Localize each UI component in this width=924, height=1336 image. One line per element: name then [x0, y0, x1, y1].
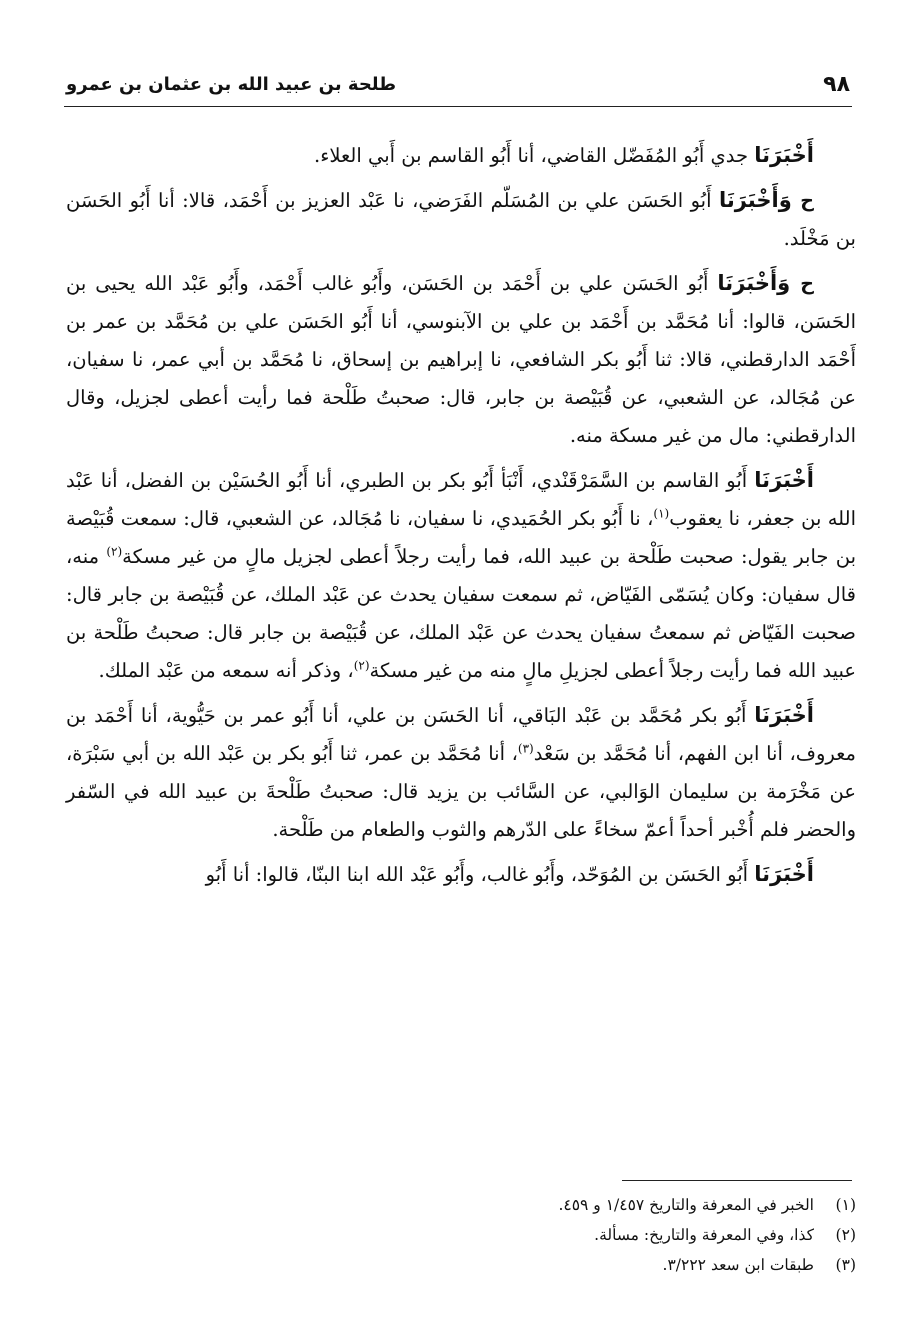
footnote-text: الخبر في المعرفة والتاريخ ١/٤٥٧ و ٤٥٩. — [558, 1196, 814, 1214]
akhbarana-lead: وَأَخْبَرَنَا — [718, 188, 801, 212]
footnote-number: (٣) — [835, 1256, 856, 1274]
footnote-item — [66, 1220, 856, 1250]
header-rule — [64, 106, 852, 107]
akhbarana-lead: أَخْبَرَنَا — [754, 143, 814, 167]
page-number: ٩٨ — [823, 72, 850, 97]
paragraph-text: ، أنا مُحَمَّد بن عمر، ثنا أَبُو بكر بن عَبْد الله بن أبي سَبْرَة، عن مَخْرَمة بن سليمان الوَالبي، عن السَّائب بن يزيد قال: صحبتُ طَلْحةَ بن عبيد الله في السّفر والحضر فلم أُخْبر أحداً أعمّ سخاءً على الدّرهم والثوب والطعام من طَلْحة. — [66, 742, 856, 841]
paragraph-1 — [66, 136, 856, 175]
paragraph-text: جدي أَبُو المُفَضّل القاضي، أنا أَبُو القاسم بن أَبي العلاء. — [314, 144, 755, 167]
paragraph-text: أَبُو القاسم بن السَّمَرْقَنْدي، أَنْبَأ أَبُو بكر بن الطبري، أنا أَبُو الحُسَيْن بن الفضل، أنا عَبْد الله بن جعفر، نا يعقوب — [66, 469, 856, 530]
footnote-item — [66, 1190, 856, 1220]
paragraph-text: أَبُو الحَسَن بن المُوَحّد، وأَبُو غالب، وأَبُو عَبْد الله ابنا البنّا، قالوا: أنا أَبُو — [205, 863, 755, 886]
footnote-rule — [622, 1180, 852, 1181]
tahwil-marker: ح — [800, 190, 814, 212]
footnote-text: كذا، وفي المعرفة والتاريخ: مسألة. — [594, 1226, 814, 1244]
page-header — [66, 70, 850, 104]
paragraph-3 — [66, 264, 856, 455]
akhbarana-lead: أَخْبَرَنَا — [754, 862, 814, 886]
akhbarana-lead: وَأَخْبَرَنَا — [717, 271, 801, 295]
footnote-text: طبقات ابن سعد ٣/٢٢٢. — [662, 1256, 814, 1274]
footnote-number: (١) — [835, 1196, 856, 1214]
footnote-marker[interactable]: (٢) — [353, 658, 370, 673]
footnote-marker[interactable]: (١) — [653, 506, 670, 521]
footnote-marker[interactable]: (٢) — [106, 544, 123, 559]
paragraph-6 — [66, 855, 856, 894]
paragraph-2 — [66, 181, 856, 258]
paragraph-4 — [66, 461, 856, 690]
footnote-marker[interactable]: (٣) — [517, 741, 534, 756]
running-title: طلحة بن عبيد الله بن عثمان بن عمرو — [66, 74, 397, 95]
footnote-item — [66, 1250, 856, 1280]
footnote-number: (٢) — [835, 1226, 856, 1244]
tahwil-marker: ح — [800, 273, 814, 295]
paragraph-text: أَبُو الحَسَن علي بن المُسَلّم الفَرَضي، نا عَبْد العزيز بن أَحْمَد، قالا: أنا أَبُو الحَسَن بن مَخْلَد. — [66, 189, 856, 250]
paragraph-text: ، وذكر أنه سمعه من عَبْد الملك. — [98, 659, 354, 682]
paragraph-text: أَبُو الحَسَن علي بن أَحْمَد بن الحَسَن، وأَبُو غالب أَحْمَد، وأَبُو عَبْد الله يحيى بن الحَسَن، قالوا: أنا مُحَمَّد بن أَحْمَد بن علي بن الآبنوسي، أنا أَبُو الحَسَن علي بن مُحَمَّد بن عمر بن أَحْمَد الدارقطني، قالا: ثنا أَبُو بكر الشافعي، نا إبراهيم بن إسحاق، نا مُحَمَّد بن أبي عمر، نا سفيان، عن مُجَالد، عن الشعبي، عن قُبَيْصة بن جابر، قال: صحبتُ طَلْحة فما رأيت أعطى لجزيل، وقال الدارقطني: مال من غير مسكة منه. — [66, 272, 856, 447]
main-text — [66, 136, 856, 900]
paragraph-text: منه، قال سفيان: وكان يُسَمّى الفَيّاض، ثم سمعت سفيان يحدث عن عَبْد الملك، عن قُبَيْصة بن جابر قال: صحبت الفَيّاض ثم سمعتُ سفيان يحدث عن عَبْد الملك، عن قُبَيْصة بن جابر قال: صحبتُ طَلْحة بن عبيد الله فما رأيت رجلاً أعطى لجزيلِ مالٍ منه من غير مسكة — [66, 545, 856, 682]
paragraph-text: ، نا أَبُو بكر الحُمَيدي، نا سفيان، نا مُجَالد، عن الشعبي، قال: سمعت قُبَيْصة بن جابر يقول: صحبت طَلْحة بن عبيد الله، فما رأيت رجلاً أعطى لجزيل مالٍ من غير مسكة — [66, 507, 856, 568]
footnotes — [66, 1190, 856, 1280]
akhbarana-lead: أَخْبَرَنَا — [754, 703, 814, 727]
paragraph-text: أَبُو بكر مُحَمَّد بن عَبْد البَاقي، أنا الحَسَن بن علي، أنا أَبُو عمر بن حَيُّوية، أنا أَحْمَد بن معروف، أنا ابن الفهم، أنا مُحَمَّد بن سَعْد — [66, 704, 856, 765]
akhbarana-lead: أَخْبَرَنَا — [754, 468, 814, 492]
paragraph-5 — [66, 696, 856, 849]
